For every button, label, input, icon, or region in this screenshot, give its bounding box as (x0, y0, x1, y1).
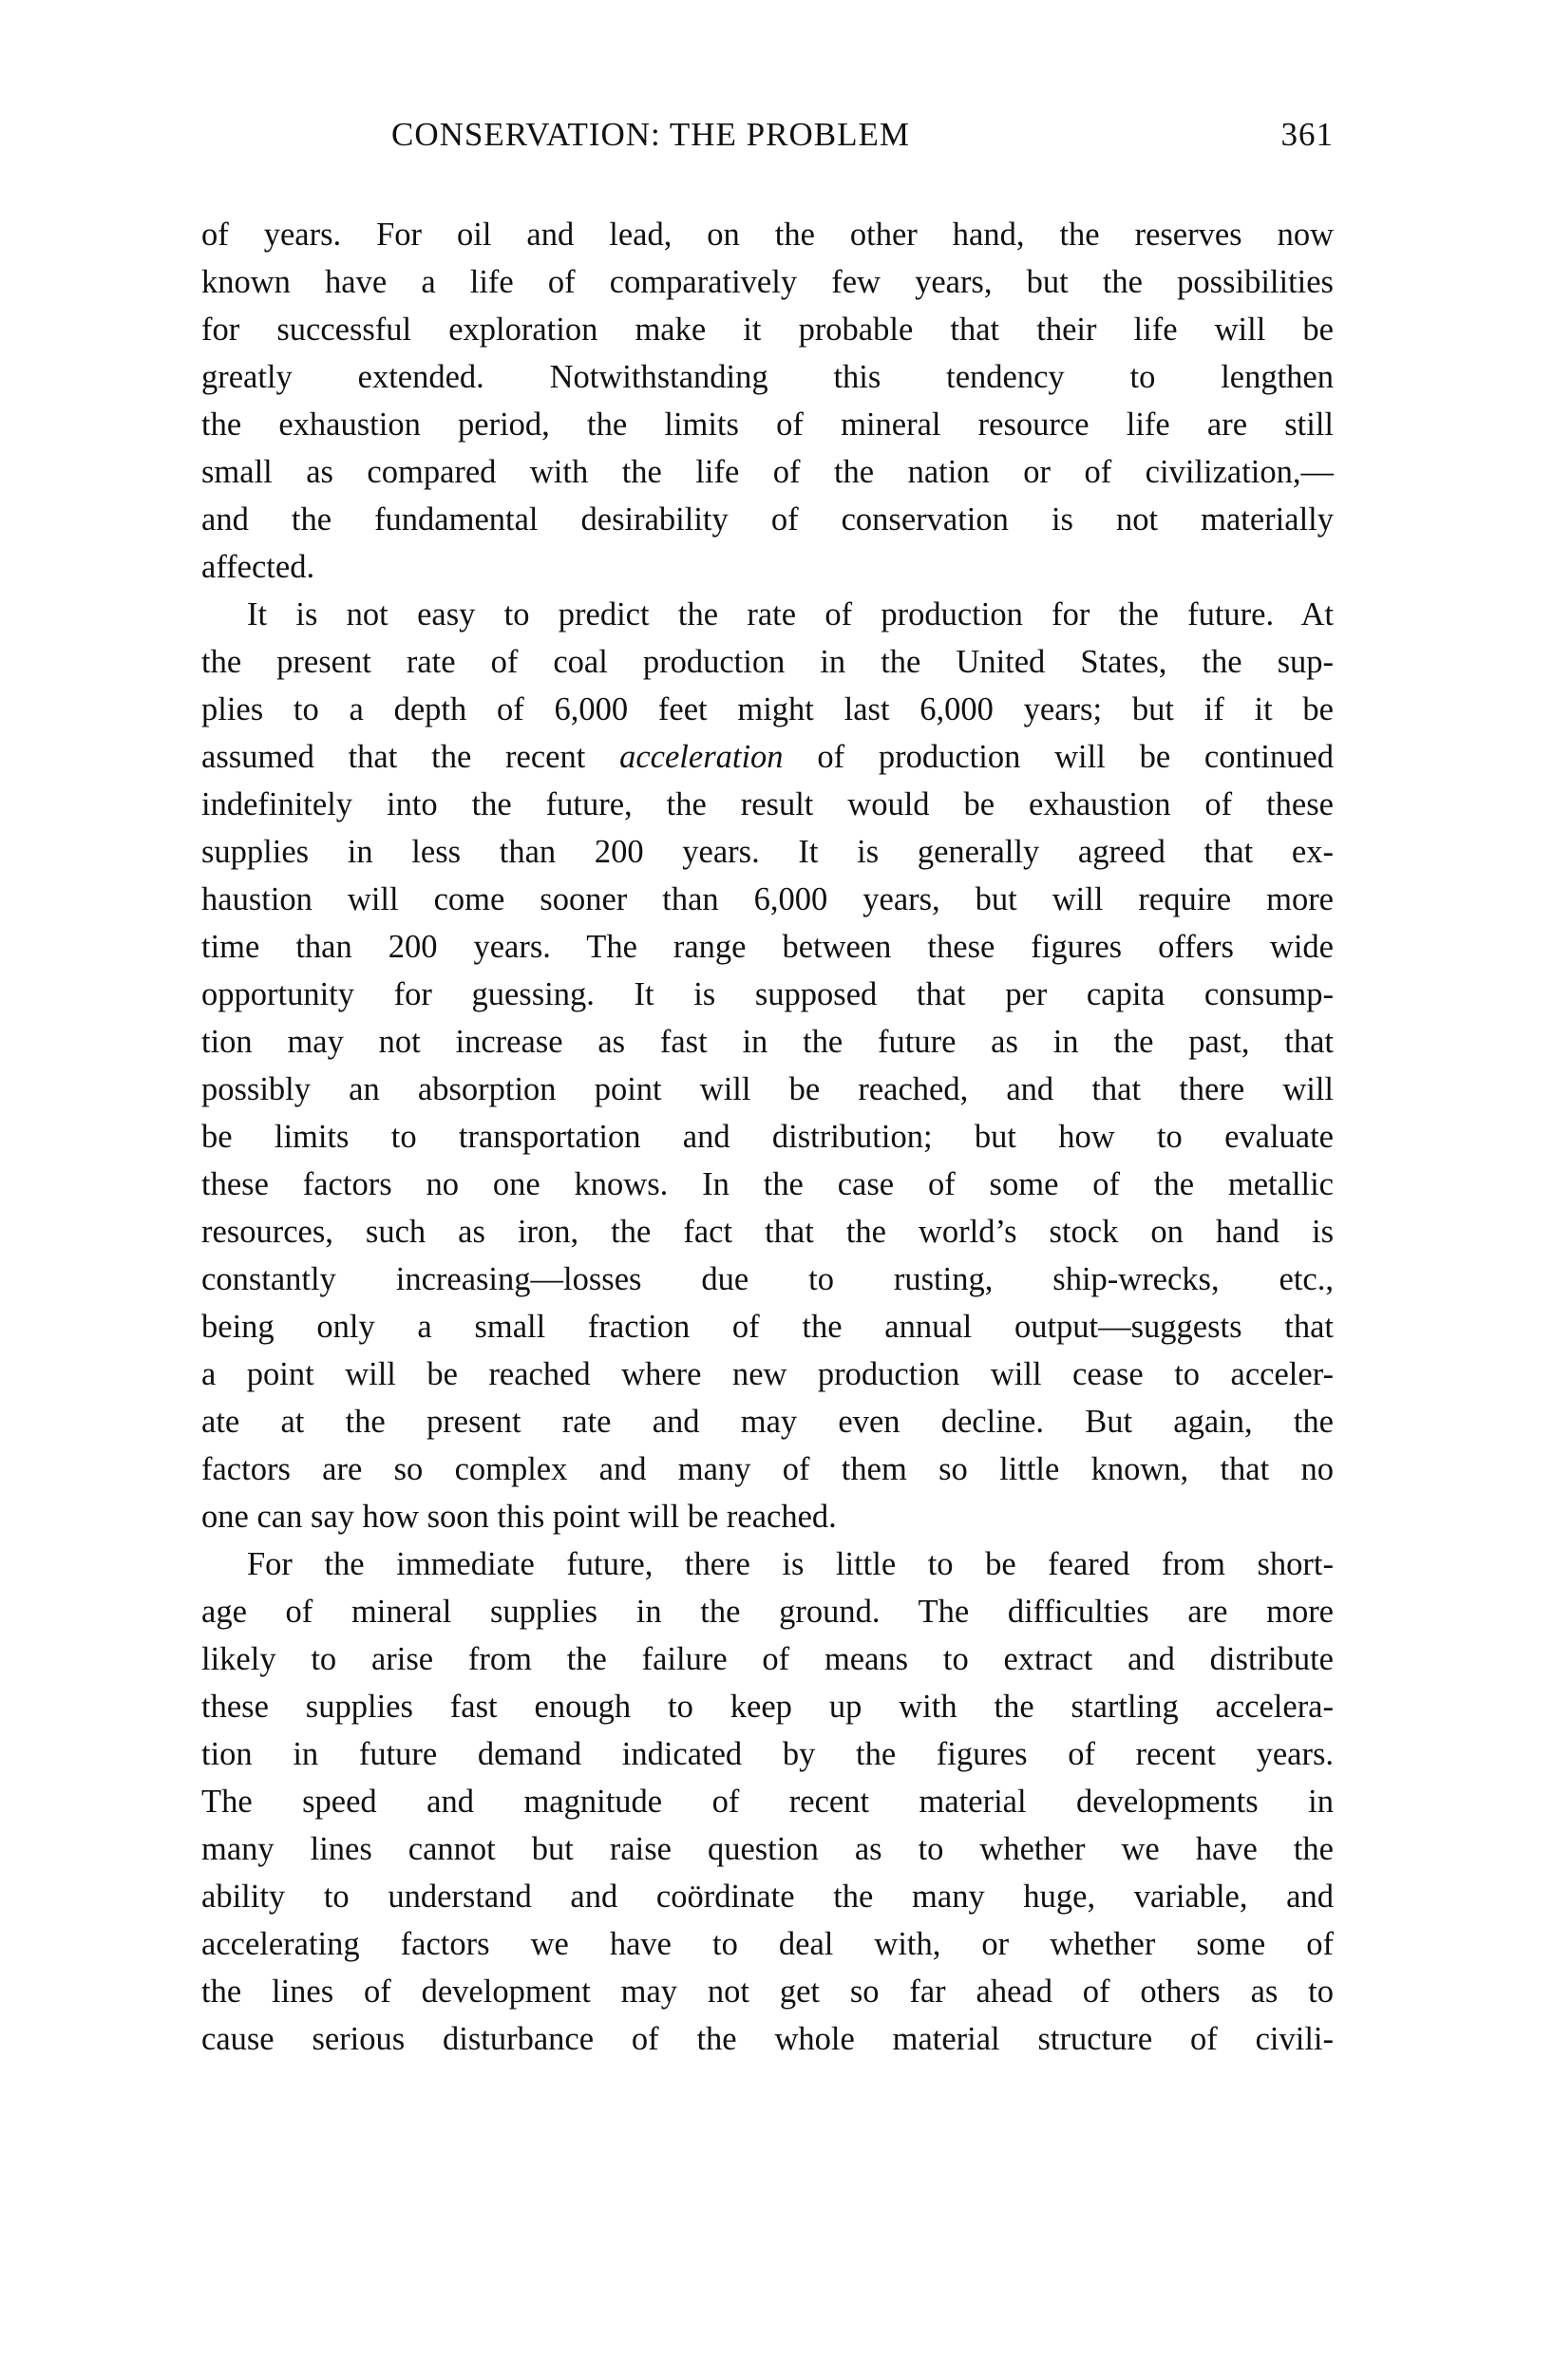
text-line: these supplies fast enough to keep up with the startling accelera- (201, 1689, 1334, 1725)
running-head (201, 116, 1334, 173)
paragraph (201, 591, 1334, 1540)
text-line: assumed that the recent acceleration of production will be continued (201, 739, 1334, 775)
text-line: resources, such as iron, the fact that the world’s stock on hand is (201, 1214, 1334, 1250)
text-line: tion in future demand indicated by the figures of recent years. (201, 1736, 1334, 1772)
text-line: known have a life of comparatively few years, but the possibilities (201, 264, 1334, 300)
text-line: For the immediate future, there is little to be feared from short- (247, 1546, 1334, 1582)
text-line: cause serious disturbance of the whole material structure of civili- (201, 2021, 1334, 2057)
text-line: ate at the present rate and may even decline. But again, the (201, 1404, 1334, 1440)
text-line: plies to a depth of 6,000 feet might last 6,000 years; but if it be (201, 691, 1334, 727)
text-line: be limits to transportation and distribution; but how to evaluate (201, 1119, 1334, 1155)
text-line: and the fundamental desirability of conservation is not materially (201, 501, 1334, 538)
text-line: the present rate of coal production in the United States, the sup- (201, 644, 1334, 680)
text-line: many lines cannot but raise question as to whether we have the (201, 1831, 1334, 1867)
text-line: accelerating factors we have to deal with, or whether some of (201, 1926, 1334, 1962)
paragraph (201, 211, 1334, 591)
text-line: for successful exploration make it probable that their life will be (201, 312, 1334, 348)
text-line: It is not easy to predict the rate of production for the future. At (247, 596, 1334, 633)
text-line: the exhaustion period, the limits of mineral resource life are still (201, 406, 1334, 443)
text-line: of years. For oil and lead, on the other hand, the reserves now (201, 217, 1334, 253)
text-line: possibly an absorption point will be reached, and that there will (201, 1071, 1334, 1107)
text-line: age of mineral supplies in the ground. The difficulties are more (201, 1594, 1334, 1630)
body-text (201, 211, 1334, 2063)
text-line: being only a small fraction of the annual output—suggests that (201, 1309, 1334, 1345)
text-line: affected. (201, 549, 315, 585)
text-line: The speed and magnitude of recent material developments in (201, 1784, 1334, 1820)
text-line: opportunity for guessing. It is supposed that per capita consump- (201, 976, 1334, 1012)
paragraph (201, 1540, 1334, 2063)
text-line: constantly increasing—losses due to rusting, ship-wrecks, etc., (201, 1261, 1334, 1297)
text-line: a point will be reached where new production will cease to acceler- (201, 1356, 1334, 1392)
text-line: ability to understand and coördinate the many huge, variable, and (201, 1879, 1334, 1915)
text-line: supplies in less than 200 years. It is generally agreed that ex- (201, 834, 1334, 870)
page-number: 361 (1280, 116, 1334, 153)
text-line: greatly extended. Notwithstanding this tendency to lengthen (201, 359, 1334, 395)
text-line: one can say how soon this point will be reached. (201, 1499, 837, 1535)
text-line: small as compared with the life of the nation or of civilization,— (201, 454, 1334, 490)
text-line: the lines of development may not get so far ahead of others as to (201, 1974, 1334, 2010)
text-line: tion may not increase as fast in the future as in the past, that (201, 1024, 1334, 1060)
text-line: indefinitely into the future, the result would be exhaustion of these (201, 786, 1334, 822)
emphasized-text: acceleration (619, 739, 784, 775)
text-line: factors are so complex and many of them so little known, that no (201, 1451, 1334, 1487)
text-line: time than 200 years. The range between these figures offers wide (201, 929, 1334, 965)
text-line: haustion will come sooner than 6,000 years, but will require more (201, 881, 1334, 917)
text-line: likely to arise from the failure of means to extract and distribute (201, 1641, 1334, 1677)
running-title: CONSERVATION: THE PROBLEM (391, 116, 910, 153)
text-line: these factors no one knows. In the case of some of the metallic (201, 1166, 1334, 1202)
